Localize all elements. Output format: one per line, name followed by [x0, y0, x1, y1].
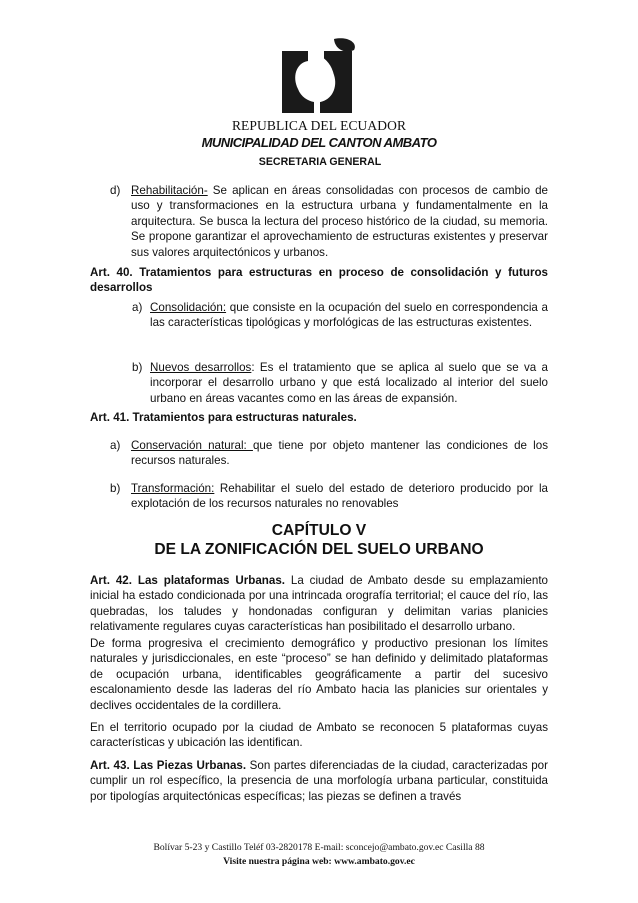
item-d-text: Se aplican en áreas consolidadas con procesos de cambio de uso y transformaciones en la estructura urbana y fundamentalmente en la arquitectura. Se busca la lectura del proceso histórico de la ciudad, su memoria. Se propone garantizar el aprovechamiento de estructuras existentes y preservar sus valores arquitectónicos y urbanos. [131, 184, 548, 259]
item-d-paragraph [131, 183, 548, 260]
art42-paragraph-2: De forma progresiva el crecimiento demográfico y productivo presionan los límites naturales y jurisdiccionales, en este “proceso” se han definido y delimitado plataformas de ocupación urbana, identificables geográficamente a partir del sucesivo escalonamiento desde las laderas del río Ambato hacia las planicies sur orientales y declives occidentales de la cordillera. [90, 637, 548, 712]
item-d-marker: d) [110, 184, 121, 197]
art41-item-a-marker: a) [110, 439, 121, 452]
art40-item-b-term: Nuevos desarrollos [150, 361, 252, 374]
art41-item-a-term: Conservación natural: [131, 439, 253, 452]
art41-heading: Art. 41. Tratamientos para estructuras naturales. [90, 411, 357, 424]
chapter-title: CAPÍTULO V [271, 522, 367, 539]
art41-item-b-marker: b) [110, 482, 121, 495]
art41-item-a [131, 438, 548, 469]
art40-item-a [150, 300, 548, 331]
art41-item-b-term: Transformación: [131, 482, 215, 495]
chapter-subtitle: DE LA ZONIFICACIÓN DEL SUELO URBANO [154, 541, 484, 558]
item-d-term: Rehabilitación- [131, 184, 208, 197]
municipality-logo [278, 37, 356, 117]
art40-item-b [150, 360, 548, 406]
art41-item-b [131, 481, 548, 512]
header-country: REPUBLICA DEL ECUADOR [231, 118, 407, 133]
header-department: SECRETARIA GENERAL [258, 156, 382, 168]
art40-heading [90, 265, 548, 296]
art42-paragraph-1 [90, 573, 548, 635]
footer-website: Visite nuestra página web: www.ambato.gov.ec [223, 856, 415, 867]
art43-lead: Art. 43. Las Piezas Urbanas. [90, 759, 247, 772]
art40-item-b-marker: b) [132, 361, 143, 374]
art42-p1-text: La ciudad de Ambato desde su emplazamiento inicial ha estado condicionada por una intrincada orografía territorial; el cauce del río, las quebradas, los taludes y hondonadas configuran y delimitan varias planicies relativamente regulares cuyas características han posibilitado el desarrollo urbano. [90, 574, 548, 634]
art43-text: Son partes diferenciadas de la ciudad, caracterizadas por cumplir un rol específico, la presencia de una morfología urbana particular, constituida por tipologías arquitectónicas específicas; las piezas se definen a través [90, 759, 548, 803]
header-municipality: MUNICIPALIDAD DEL CANTON AMBATO [201, 135, 437, 150]
art42-paragraph-3: En el territorio ocupado por la ciudad de Ambato se reconocen 5 plataformas cuyas características y ubicación las identifican. [90, 721, 548, 750]
art40-item-b-text: : Es el tratamiento que se aplica al suelo que se va a incorporar el desarrollo urbano y que está localizado al interior del suelo urbano en áreas vacantes como en las áreas de expansión. [150, 361, 548, 405]
art43-paragraph [90, 758, 548, 804]
art40-heading-text: Art. 40. Tratamientos para estructuras en proceso de consolidación y futuros desarrollos [90, 266, 548, 295]
art40-item-a-text: que consiste en la ocupación del suelo en correspondencia a las características tipológicas y morfológicas de las estructuras existentes. [150, 301, 548, 330]
art41-item-a-text: que tiene por objeto mantener las condiciones de los recursos naturales. [131, 439, 549, 468]
art40-item-a-term: Consolidación: [150, 301, 227, 314]
art41-item-b-text: Rehabilitar el suelo del estado de deterioro producido por la explotación de los recursos naturales no renovables [131, 482, 548, 511]
footer-address: Bolívar 5-23 y Castillo Teléf 03-2820178 E-mail: sconcejo@ambato.gov.ec Casilla 88 [153, 842, 485, 853]
art40-item-a-marker: a) [132, 301, 143, 314]
art42-lead: Art. 42. Las plataformas Urbanas. [90, 574, 285, 587]
